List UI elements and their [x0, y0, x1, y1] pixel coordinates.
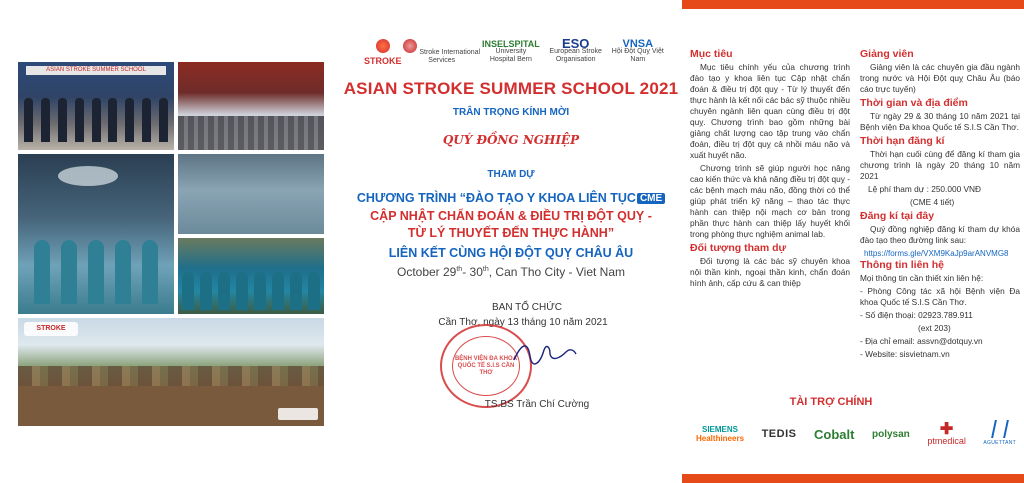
- section-heading-objectives: Mục tiêu: [690, 48, 733, 60]
- fee-line: Lệ phí tham dự : 250.000 VNĐ: [868, 184, 982, 194]
- program-line-3: TỪ LÝ THUYẾT ĐẾN THỰC HÀNH”: [407, 226, 615, 240]
- eso-logo: [540, 36, 612, 64]
- section-heading-deadline: Thời hạn đăng kí: [860, 135, 945, 147]
- photo-surgeons: [28, 234, 164, 304]
- photo-surgery: [178, 154, 324, 234]
- logo-name: STROKE: [364, 56, 402, 66]
- section-heading-lecturers: Giảng viên: [860, 48, 914, 60]
- photo-medical-team: [178, 238, 324, 314]
- logo-sub: Stroke International Services: [419, 49, 481, 64]
- logo-sub: European Stroke Organisation: [549, 48, 602, 63]
- invite-line: TRÂN TRỌNG KÍNH MỜI: [452, 107, 570, 118]
- tedis-logo: TEDIS: [761, 427, 797, 440]
- photo-sis-logo: [278, 408, 318, 420]
- date-mid: - 30: [462, 265, 483, 279]
- logo-sub: University Hospital Bern: [489, 48, 532, 63]
- logo-sub: Hội Đột Quỵ Việt Nam: [611, 48, 664, 63]
- photo-river: [18, 386, 324, 426]
- aguettant-text: AGUETTANT: [983, 440, 1016, 446]
- event-title: ASIAN STROKE SUMMER SCHOOL 2021: [343, 79, 679, 98]
- photo-banner: [26, 66, 166, 75]
- date-sup-2: th: [482, 266, 489, 273]
- plus-icon: ✚: [939, 420, 954, 438]
- photo-collage: [18, 62, 324, 426]
- audience-paragraph: Đối tượng là các bác sỹ chuyên khoa nội thần kinh, ngoại thần kinh, chẩn đoán hình ảnh, cấp cứu & can thiệp: [690, 256, 850, 288]
- top-accent-bar: [682, 0, 1024, 9]
- info-column-right: [860, 48, 1020, 362]
- register-link[interactable]: https://forms.gle/VXM9KaJp9arANVMG8: [864, 249, 1009, 258]
- polysan-logo: polysan: [871, 428, 910, 440]
- vnsa-logo: [612, 40, 664, 64]
- program-line-1: [340, 191, 682, 205]
- info-column-left: [690, 48, 850, 291]
- ptmedical-text: ptmedical: [927, 435, 966, 446]
- stroke-logo-icon: [376, 39, 390, 53]
- siemens-healthineers-logo: [696, 425, 744, 443]
- photo-floating-market: [18, 318, 324, 426]
- photo-audience: [178, 116, 324, 150]
- section-heading-time-place: Thời gian và địa điểm: [860, 97, 968, 109]
- siemens-bottom: Healthineers: [696, 434, 745, 443]
- contact-line-2: - Phòng Công tác xã hội Bệnh viện Đa khoa Quốc tế S.I.S Cần Thơ.: [860, 286, 1020, 307]
- bottom-accent-bar: [682, 474, 1024, 483]
- photo-boats: [18, 366, 324, 386]
- contact-phone: - Số điện thoại: 02923.789.911: [860, 310, 973, 320]
- signature: [510, 338, 580, 368]
- guest-line: QUÝ ĐỒNG NGHIỆP: [442, 133, 580, 147]
- objectives-paragraph-2: Chương trình sẽ giúp người học nâng cao kiến thức và khả năng điều trị đột quỵ - các bệnh mạch máu não, đồng thời có thể giúp phát triển kỹ năng – thao tác thực hành can thiệp nội mạch cơ bản trong phần thực hành can thiệp lấy huyết khối trong phòng thực nghiệm animal lab.: [690, 163, 850, 239]
- date-pre: October 29: [396, 265, 457, 279]
- fee-cme-line: (CME 4 tiết): [910, 197, 955, 207]
- contact-line-1: Mọi thông tin cần thiết xin liên hệ:: [860, 273, 984, 283]
- photo-operating-room: [18, 154, 174, 314]
- section-heading-audience: Đối tượng tham dự: [690, 242, 787, 254]
- contact-phone-ext: (ext 203): [918, 323, 951, 333]
- ptmedical-logo: [927, 420, 966, 446]
- photo-team: [182, 270, 320, 310]
- program-line-2: CẬP NHẬT CHẨN ĐOÁN & ĐIỀU TRỊ ĐỘT QUỴ -: [370, 209, 652, 223]
- photo-lecture-hall: [178, 62, 324, 150]
- time-place-paragraph: Từ ngày 29 & 30 tháng 10 năm 2021 tại Bệnh viện Đa khoa Quốc tế S.I.S Cần Thơ.: [860, 111, 1020, 132]
- contact-website: - Website: sisvietnam.vn: [860, 349, 950, 359]
- header-logos: [364, 38, 664, 66]
- signer-name: TS.BS Trần Chí Cường: [484, 399, 590, 410]
- photo-banner-text: ASIAN STROKE SUMMER SCHOOL: [46, 67, 146, 73]
- cobalt-logo: Cobalt: [814, 426, 855, 442]
- sis-logo: [402, 39, 482, 65]
- inselspital-logo: [482, 40, 540, 64]
- lecturers-paragraph: Giảng viên là các chuyên gia đầu ngành trong nước và Hội Đột quỵ Châu Âu (báo cáo trực tuyến): [860, 62, 1020, 94]
- deadline-paragraph: Thời hạn cuối cùng để đăng kí tham gia chương trình là ngày 20 tháng 10 năm 2021: [860, 149, 1020, 181]
- contact-email: - Địa chỉ email: assvn@dotquy.vn: [860, 336, 983, 346]
- info-panel: [682, 0, 1024, 483]
- sponsor-logos: [696, 418, 1016, 450]
- attend-line: THAM DỰ: [487, 169, 535, 180]
- logo-name: ESO: [561, 36, 590, 51]
- photo-group-event: [18, 62, 174, 150]
- event-date: [340, 265, 682, 279]
- organizer-label: BAN TỔ CHỨC: [491, 302, 563, 313]
- photo-stroke-logo: STROKE: [24, 322, 78, 336]
- date-sup-1: th: [456, 266, 463, 273]
- section-heading-contact: Thông tin liên hệ: [860, 259, 944, 271]
- invitation-panel: [340, 0, 682, 483]
- siemens-top: SIEMENS: [702, 425, 739, 434]
- logo-name: VNSA: [622, 38, 654, 50]
- sponsor-heading: TÀI TRỢ CHÍNH: [789, 396, 873, 408]
- asian-stroke-logo: [364, 39, 402, 65]
- photo-people: [24, 98, 168, 142]
- photo-collage-panel: [0, 0, 340, 483]
- photo-lamp: [58, 166, 118, 186]
- cme-badge: CME: [637, 193, 665, 204]
- program-line-1-text: CHƯƠNG TRÌNH “ĐÀO TẠO Y KHOA LIÊN TỤC: [356, 191, 636, 205]
- register-paragraph: Quý đồng nghiệp đăng kí tham dự khóa đào tạo theo đường link sau:: [860, 224, 1020, 245]
- program-line-4: LIÊN KẾT CÙNG HỘI ĐỘT QUỴ CHÂU ÂU: [388, 246, 634, 260]
- section-heading-register: Đăng kí tại đây: [860, 210, 935, 222]
- stamp-text: BỆNH VIỆN ĐA KHOA QUỐC TẾ S.I.S CẦN THƠ: [454, 355, 518, 376]
- logo-name: INSELSPITAL: [481, 39, 540, 49]
- place-date: Cần Thơ, ngày 13 tháng 10 năm 2021: [438, 317, 608, 328]
- sis-logo-icon: [403, 39, 417, 53]
- objectives-paragraph-1: Mục tiêu chính yếu của chương trình đào tạo y khoa liên tục Cập nhật chẩn đoán & điều trị đột quỵ - Từ lý thuyết đến thực hành là kết nối các bác sỹ thuộc nhiều chuyên ngành liên quan cùng điều trị đột quỵ. Chương trình bao gồm những bài giảng chất lượng cao tập trung vào chẩn đoán, điều trị đột quỵ cả nhồi máu não và xuất huyết não.: [690, 62, 850, 160]
- aguettant-mark-icon: [991, 420, 1009, 438]
- aguettant-logo: [983, 420, 1016, 448]
- date-post: , Can Tho City - Viet Nam: [488, 265, 626, 279]
